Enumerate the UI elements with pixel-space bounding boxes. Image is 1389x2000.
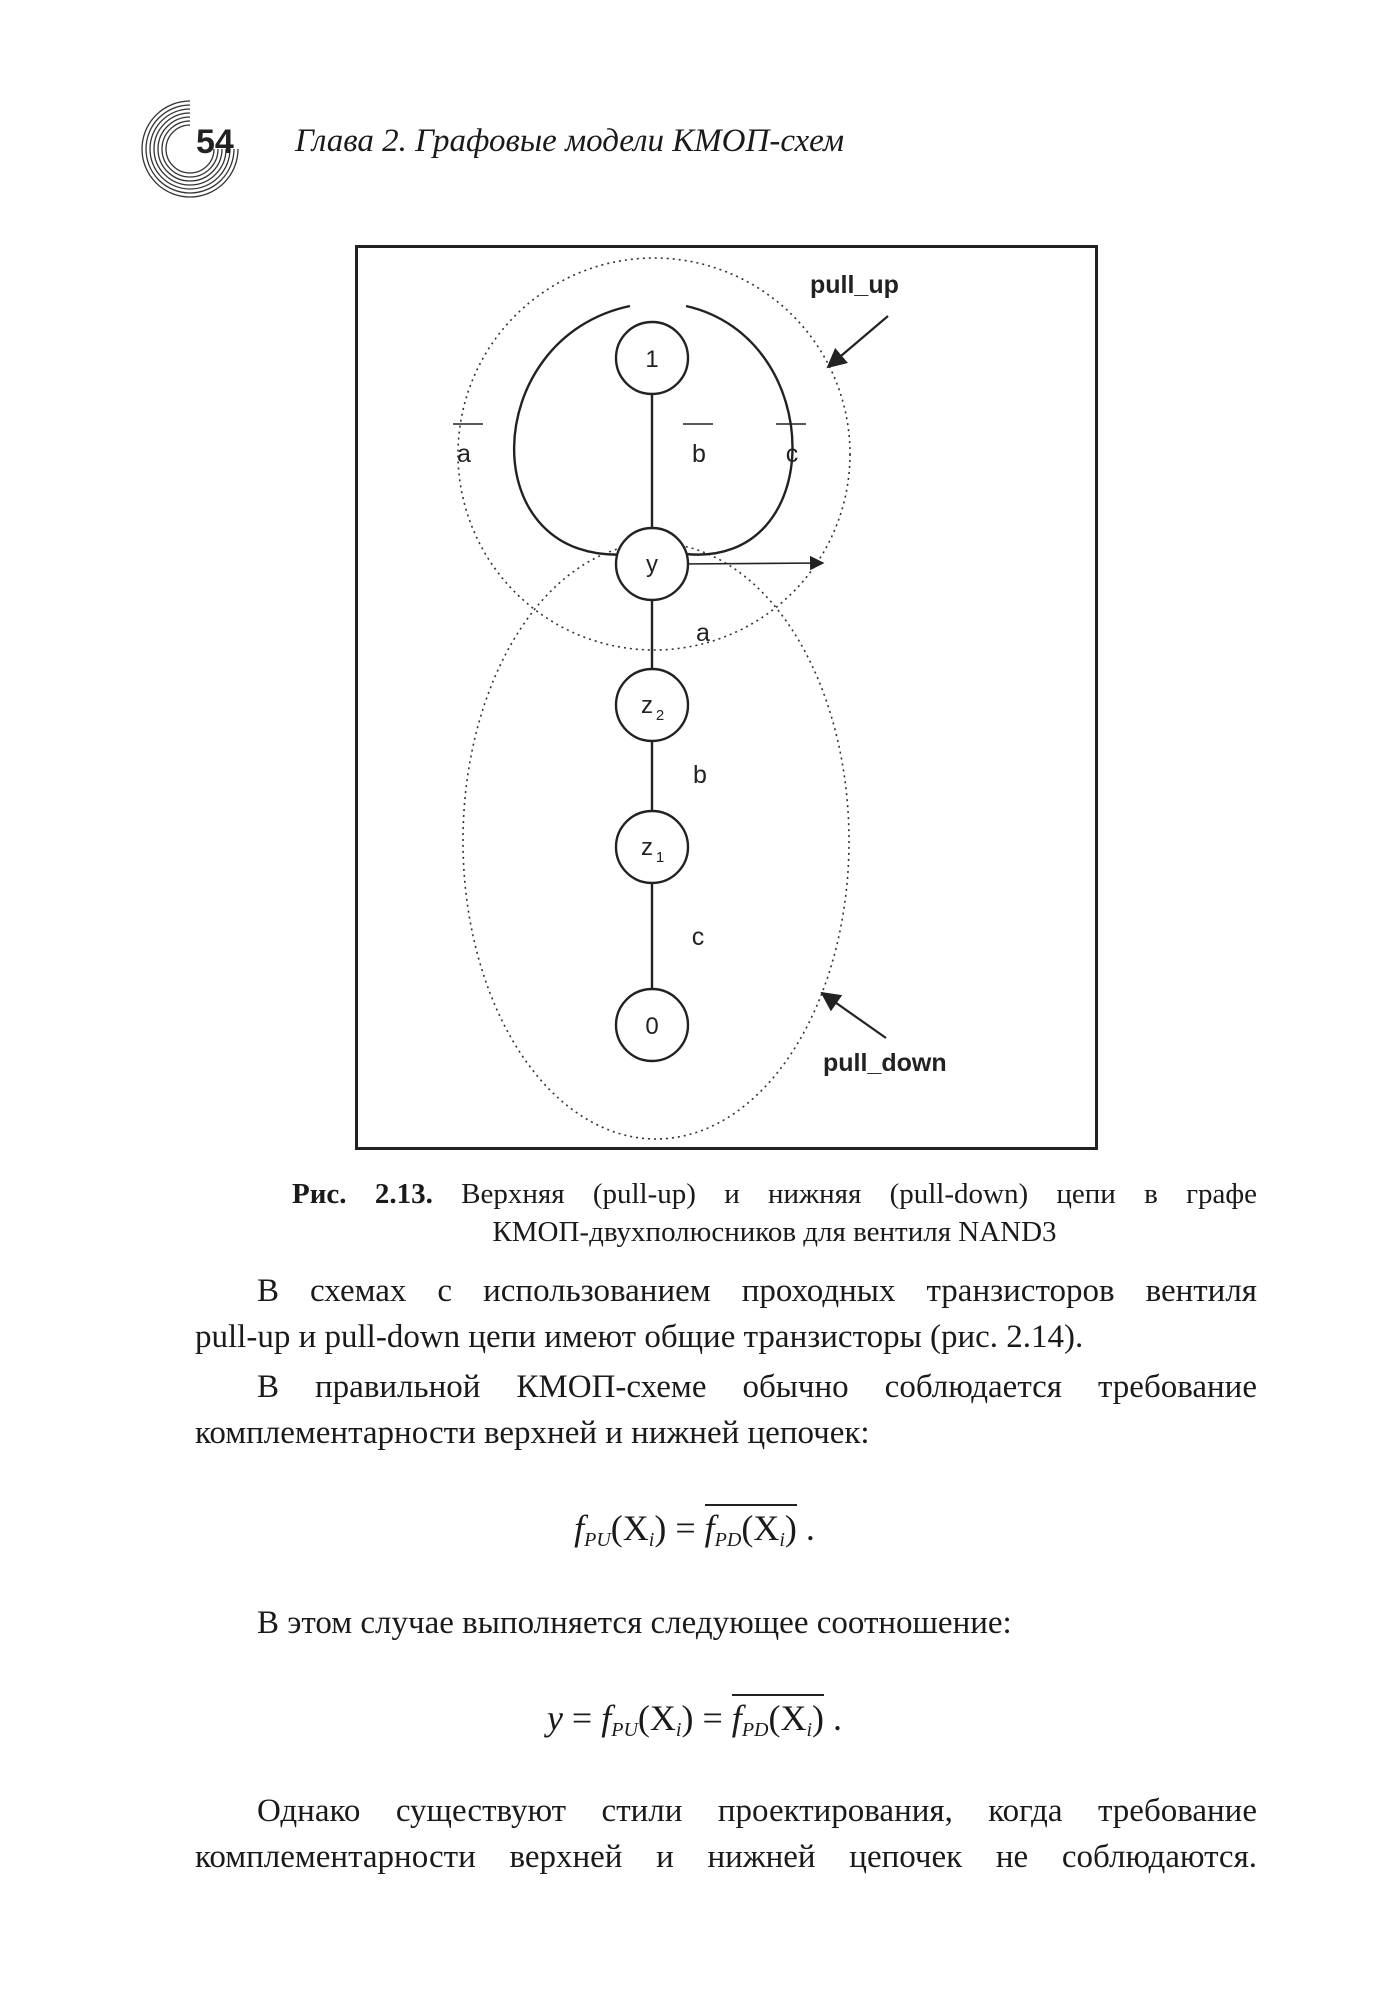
edge-a-pullup	[514, 306, 630, 555]
paragraph-4	[195, 1788, 1257, 1880]
paragraph-2	[195, 1364, 1257, 1456]
node-z2	[616, 669, 688, 741]
page-header	[140, 95, 1270, 195]
paragraph-2-line-1: В правильной КМОП-схеме обычно соблюдается требование	[257, 1369, 1257, 1405]
paragraph-3-line-1: В этом случае выполняется следующее соотношение:	[257, 1605, 1012, 1641]
svg-text:1: 1	[645, 346, 659, 373]
label-a-inverted	[453, 424, 483, 468]
formula-2-negation-overline: $f_{PD}(Xi)$	[732, 1694, 824, 1738]
nand3-graph-diagram	[358, 248, 1095, 1147]
paragraph-4-line-1: Однако существуют стили проектирования, когда требование	[257, 1793, 1257, 1829]
figure-caption	[292, 1175, 1257, 1251]
svg-text:z: z	[641, 692, 653, 719]
paragraph-3	[195, 1600, 1257, 1646]
svg-text:a: a	[457, 440, 471, 468]
label-b-inverted	[683, 424, 713, 468]
paragraph-1-line-2: pull-up и pull-down цепи имеют общие транзисторы (рис. 2.14).	[195, 1319, 1084, 1355]
node-y	[616, 528, 688, 600]
paragraph-2-line-2: комплементарности верхней и нижней цепочек:	[195, 1415, 870, 1451]
pull-up-pointer-arrow	[828, 316, 888, 367]
caption-text-1: Верхняя (pull-up) и нижняя (pull-down) цепи в графе	[461, 1178, 1258, 1210]
svg-text:y: y	[646, 551, 658, 578]
svg-text:2: 2	[655, 707, 665, 724]
paragraph-4-line-2: комплементарности верхней и нижней цепочек не соблюдаются.	[195, 1839, 1257, 1875]
output-arrow	[678, 563, 823, 564]
pull-down-label: pull_down	[823, 1049, 947, 1077]
label-c-pulldown: c	[691, 923, 705, 951]
caption-title: Рис. 2.13.	[292, 1178, 433, 1210]
svg-text:1: 1	[655, 849, 665, 866]
node-z1	[616, 811, 688, 883]
svg-text:b: b	[692, 440, 706, 468]
node-1	[616, 322, 688, 394]
formula-2: $y = f_{PU}(Xi) = f_{PD}(Xi)$ .	[0, 1697, 1389, 1742]
figure-frame	[355, 245, 1098, 1150]
svg-text:c: c	[785, 440, 799, 468]
running-head: Глава 2. Графовые модели КМОП-схем	[295, 123, 845, 159]
label-a-pulldown: a	[696, 619, 710, 647]
paragraph-1	[195, 1268, 1257, 1360]
page-number: 54	[196, 123, 234, 161]
svg-text:z: z	[641, 834, 653, 861]
label-b-pulldown: b	[693, 761, 707, 789]
formula-1: $f_{PU}(Xi) = f_{PD}(Xi)$ .	[0, 1507, 1389, 1552]
formula-1-negation-overline: $f_{PD}(Xi)$	[705, 1504, 797, 1548]
node-0	[616, 989, 688, 1061]
caption-line-2: КМОП-двухполюсников для вентиля NAND3	[492, 1216, 1057, 1248]
caption-line-1	[292, 1175, 1257, 1213]
svg-text:0: 0	[645, 1013, 659, 1040]
pull-up-label: pull_up	[810, 271, 899, 299]
edge-c-pullup	[686, 306, 793, 555]
paragraph-1-line-1: В схемах с использованием проходных транзисторов вентиля	[257, 1273, 1257, 1309]
pull-down-pointer-arrow	[822, 993, 886, 1038]
